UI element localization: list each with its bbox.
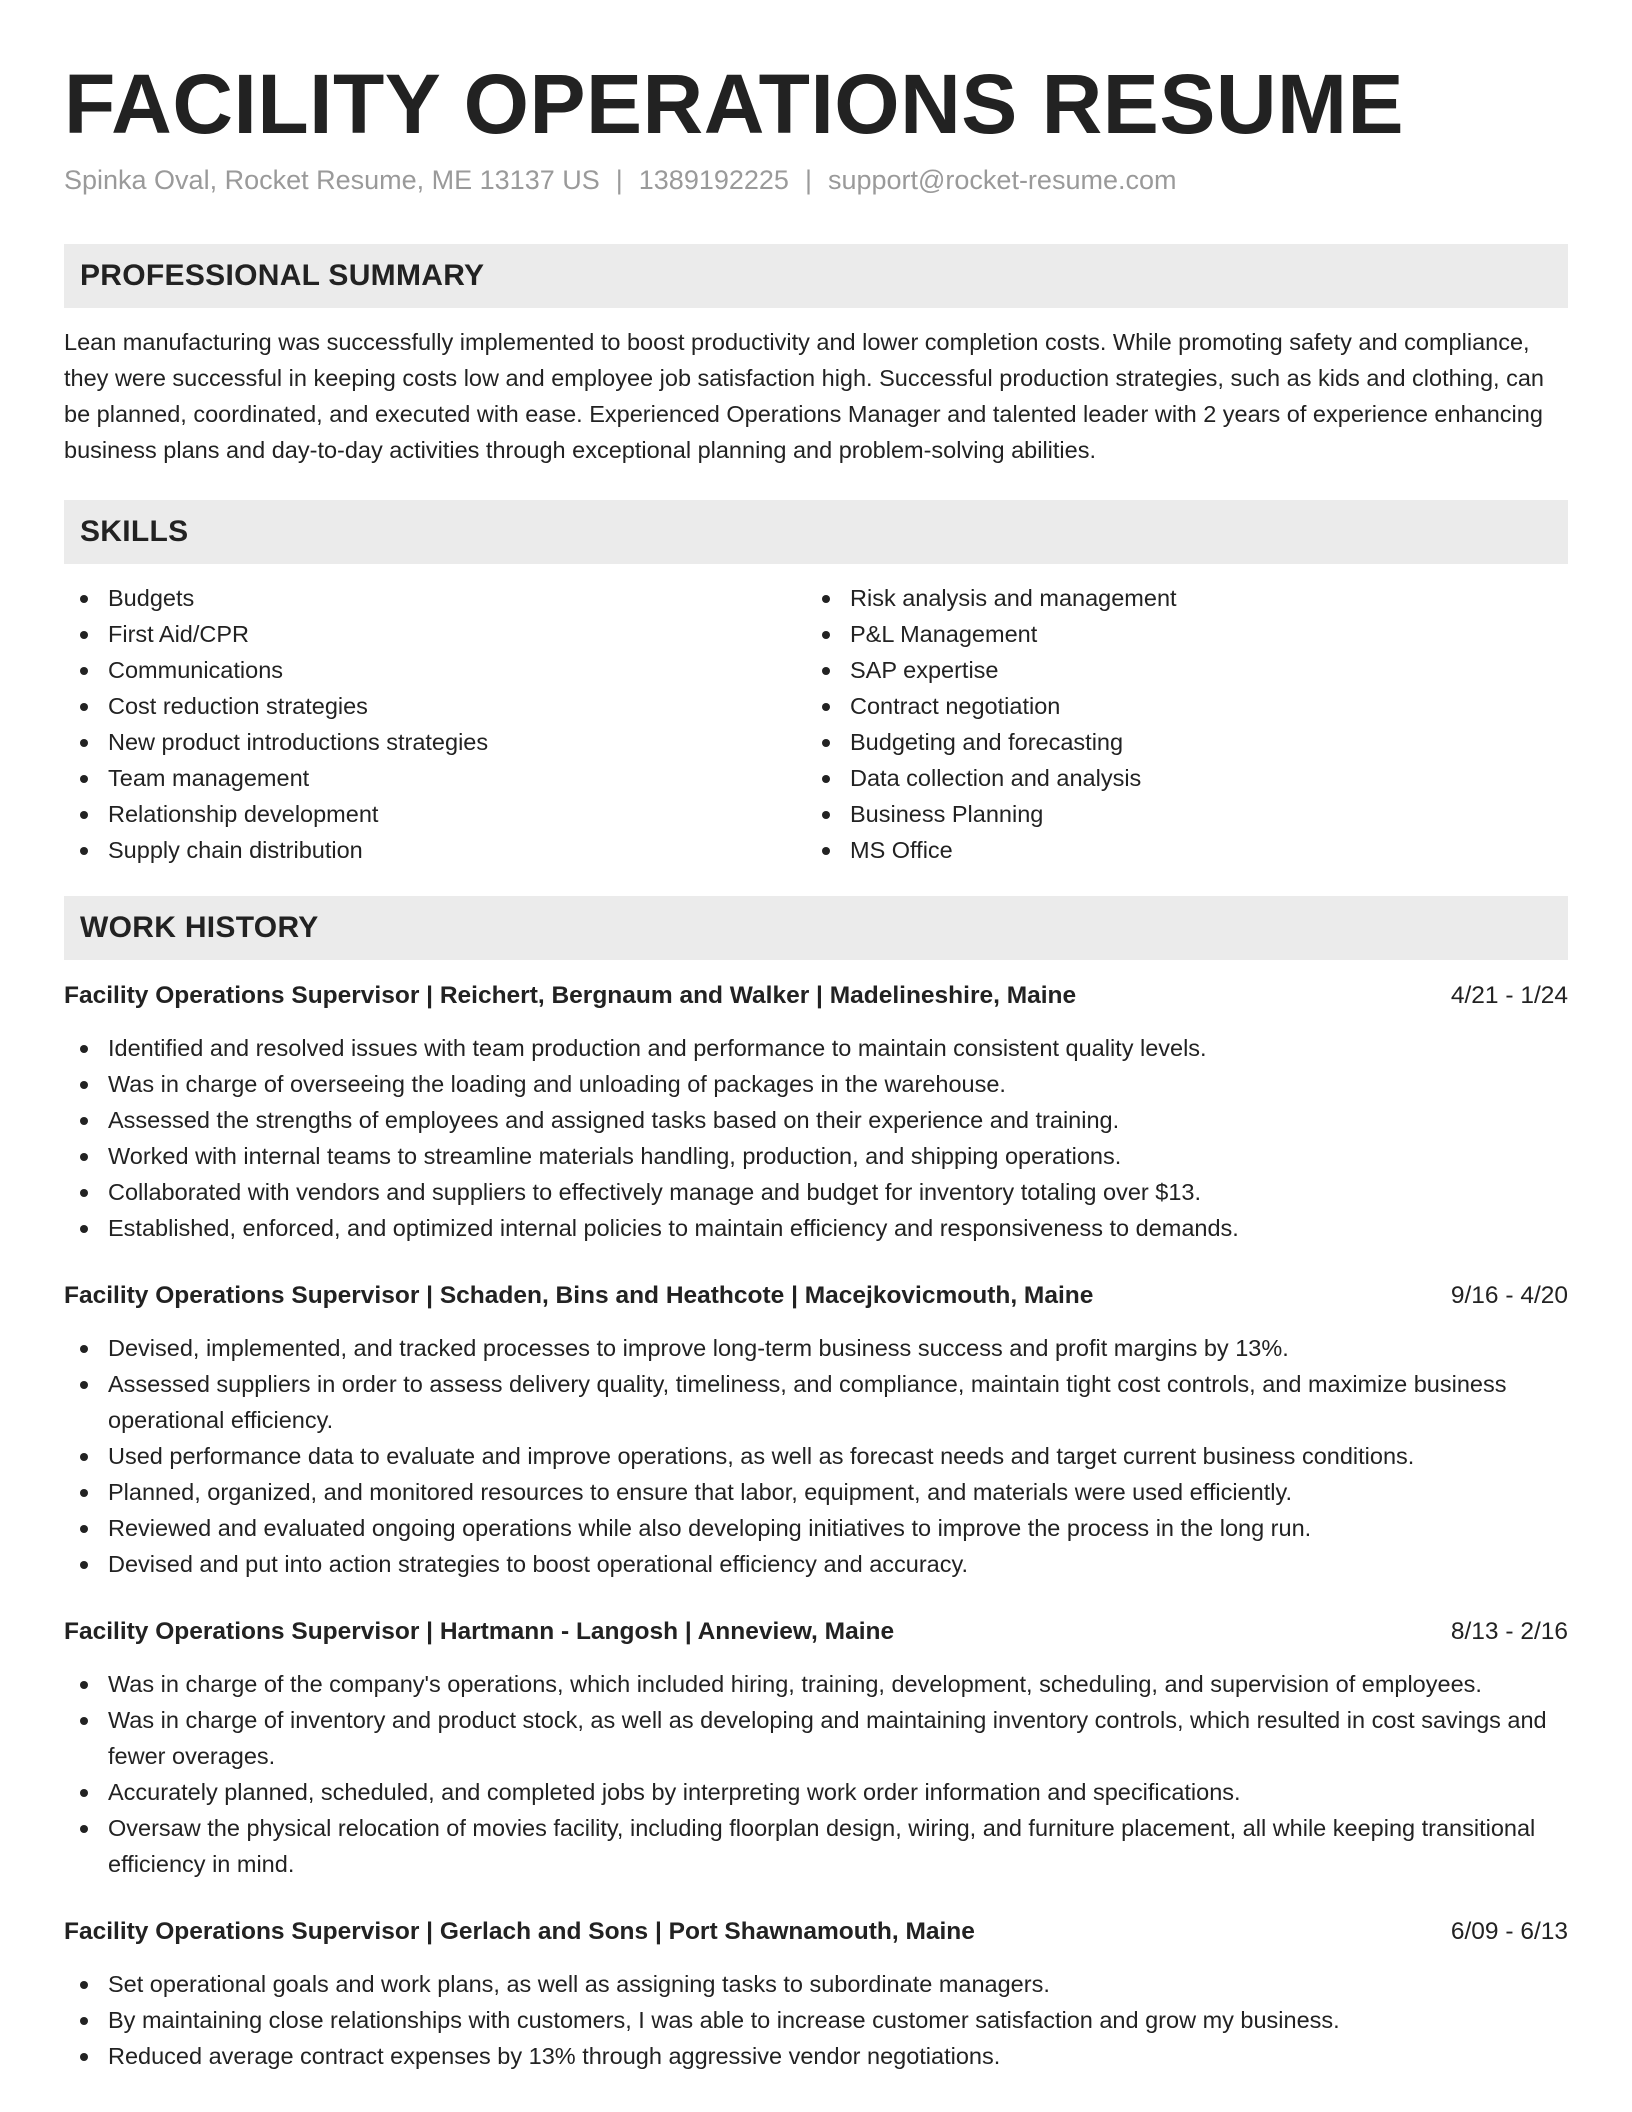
job-entry: [64, 978, 1568, 1246]
job-bullet: Oversaw the physical relocation of movies facility, including floorplan design, wiring, and furniture placement, all while keeping transitional efficiency in mind.: [64, 1810, 1568, 1882]
job-entry: [64, 1914, 1568, 2074]
job-header: [64, 1278, 1568, 1314]
contact-separator: |: [615, 165, 623, 195]
summary-text: Lean manufacturing was successfully implemented to boost productivity and lower completion costs. While promoting safety and compliance, they were successful in keeping costs low and employee job satisfaction high. Successful production strategies, such as kids and clothing, can be planned, coordinated, and executed with ease. Experienced Operations Manager and talented leader with 2 years of experience enhancing business plans and day-to-day activities through exceptional planning and problem-solving abilities.: [64, 329, 1545, 463]
job-title: Facility Operations Supervisor | Gerlach and Sons | Port Shawnamouth, Maine: [64, 1918, 975, 1945]
job-bullet: Used performance data to evaluate and improve operations, as well as forecast needs and target current business conditions.: [64, 1438, 1568, 1474]
summary-heading: PROFESSIONAL SUMMARY: [64, 244, 1568, 308]
job-bullet: Assessed the strengths of employees and assigned tasks based on their experience and training.: [64, 1102, 1568, 1138]
job-bullet: Devised, implemented, and tracked processes to improve long-term business success and profit margins by 13%.: [64, 1330, 1568, 1366]
contact-separator: |: [804, 165, 812, 195]
skills-column-left: [64, 580, 806, 868]
job-bullet: Planned, organized, and monitored resources to ensure that labor, equipment, and materials were used efficiently.: [64, 1474, 1568, 1510]
job-bullet: By maintaining close relationships with customers, I was able to increase customer satisfaction and grow my business.: [64, 2002, 1568, 2038]
skill-item: Relationship development: [64, 796, 806, 832]
job-bullet: Accurately planned, scheduled, and completed jobs by interpreting work order information and specifications.: [64, 1774, 1568, 1810]
contact-line: [64, 162, 1568, 198]
job-bullet: Reduced average contract expenses by 13% through aggressive vendor negotiations.: [64, 2038, 1568, 2074]
skill-item: P&L Management: [806, 616, 1548, 652]
job-entry: [64, 1614, 1568, 1882]
job-bullets: [64, 1030, 1568, 1246]
job-dates: 9/16 - 4/20: [1450, 1282, 1568, 1309]
job-title: Facility Operations Supervisor | Schaden, Bins and Heathcote | Macejkovicmouth, Maine: [64, 1282, 1094, 1309]
skill-item: MS Office: [806, 832, 1548, 868]
job-bullets: [64, 1330, 1568, 1582]
job-title: Facility Operations Supervisor | Hartmann - Langosh | Anneview, Maine: [64, 1618, 895, 1645]
contact-email: support@rocket-resume.com: [827, 165, 1177, 195]
skill-item: Data collection and analysis: [806, 760, 1548, 796]
skill-item: New product introductions strategies: [64, 724, 806, 760]
skill-item: First Aid/CPR: [64, 616, 806, 652]
job-header: [64, 1614, 1568, 1650]
job-bullet: Was in charge of inventory and product stock, as well as developing and maintaining inventory controls, which resulted in cost savings and fewer overages.: [64, 1702, 1568, 1774]
job-dates: 6/09 - 6/13: [1450, 1918, 1568, 1945]
resume-page: [64, 0, 1568, 2074]
skills-column-right: [806, 580, 1548, 868]
job-bullets: [64, 1966, 1568, 2074]
job-bullet: Collaborated with vendors and suppliers to effectively manage and budget for inventory totaling over $13.: [64, 1174, 1568, 1210]
job-bullet: Devised and put into action strategies to boost operational efficiency and accuracy.: [64, 1546, 1568, 1582]
job-bullet: Was in charge of the company's operations, which included hiring, training, development, scheduling, and supervision of employees.: [64, 1666, 1568, 1702]
job-title: Facility Operations Supervisor | Reichert, Bergnaum and Walker | Madelineshire, Maine: [64, 982, 1077, 1009]
contact-address: Spinka Oval, Rocket Resume, ME 13137 US: [64, 165, 600, 195]
job-header: [64, 1914, 1568, 1950]
skill-item: Business Planning: [806, 796, 1548, 832]
skill-item: Contract negotiation: [806, 688, 1548, 724]
job-bullet: Assessed suppliers in order to assess delivery quality, timeliness, and compliance, maintain tight cost controls, and maximize business operational efficiency.: [64, 1366, 1568, 1438]
resume-title: FACILITY OPERATIONS RESUME: [64, 57, 1405, 151]
job-bullet: Reviewed and evaluated ongoing operations while also developing initiatives to improve the process in the long run.: [64, 1510, 1568, 1546]
job-bullet: Established, enforced, and optimized internal policies to maintain efficiency and responsiveness to demands.: [64, 1210, 1568, 1246]
skill-item: Team management: [64, 760, 806, 796]
skill-item: Communications: [64, 652, 806, 688]
skill-item: Budgets: [64, 580, 806, 616]
job-dates: 4/21 - 1/24: [1450, 982, 1568, 1009]
skill-item: Cost reduction strategies: [64, 688, 806, 724]
job-header: [64, 978, 1568, 1014]
skill-item: SAP expertise: [806, 652, 1548, 688]
skills-list: [64, 580, 1568, 868]
work-history-heading: WORK HISTORY: [64, 896, 1568, 960]
skill-item: Budgeting and forecasting: [806, 724, 1548, 760]
job-bullet: Set operational goals and work plans, as well as assigning tasks to subordinate managers.: [64, 1966, 1568, 2002]
job-bullets: [64, 1666, 1568, 1882]
job-entry: [64, 1278, 1568, 1582]
job-bullet: Identified and resolved issues with team production and performance to maintain consistent quality levels.: [64, 1030, 1568, 1066]
skills-heading: SKILLS: [64, 500, 1568, 564]
contact-phone: 1389192225: [638, 165, 789, 195]
skill-item: Supply chain distribution: [64, 832, 806, 868]
skill-item: Risk analysis and management: [806, 580, 1548, 616]
job-dates: 8/13 - 2/16: [1450, 1618, 1568, 1645]
job-bullet: Was in charge of overseeing the loading and unloading of packages in the warehouse.: [64, 1066, 1568, 1102]
job-bullet: Worked with internal teams to streamline materials handling, production, and shipping operations.: [64, 1138, 1568, 1174]
